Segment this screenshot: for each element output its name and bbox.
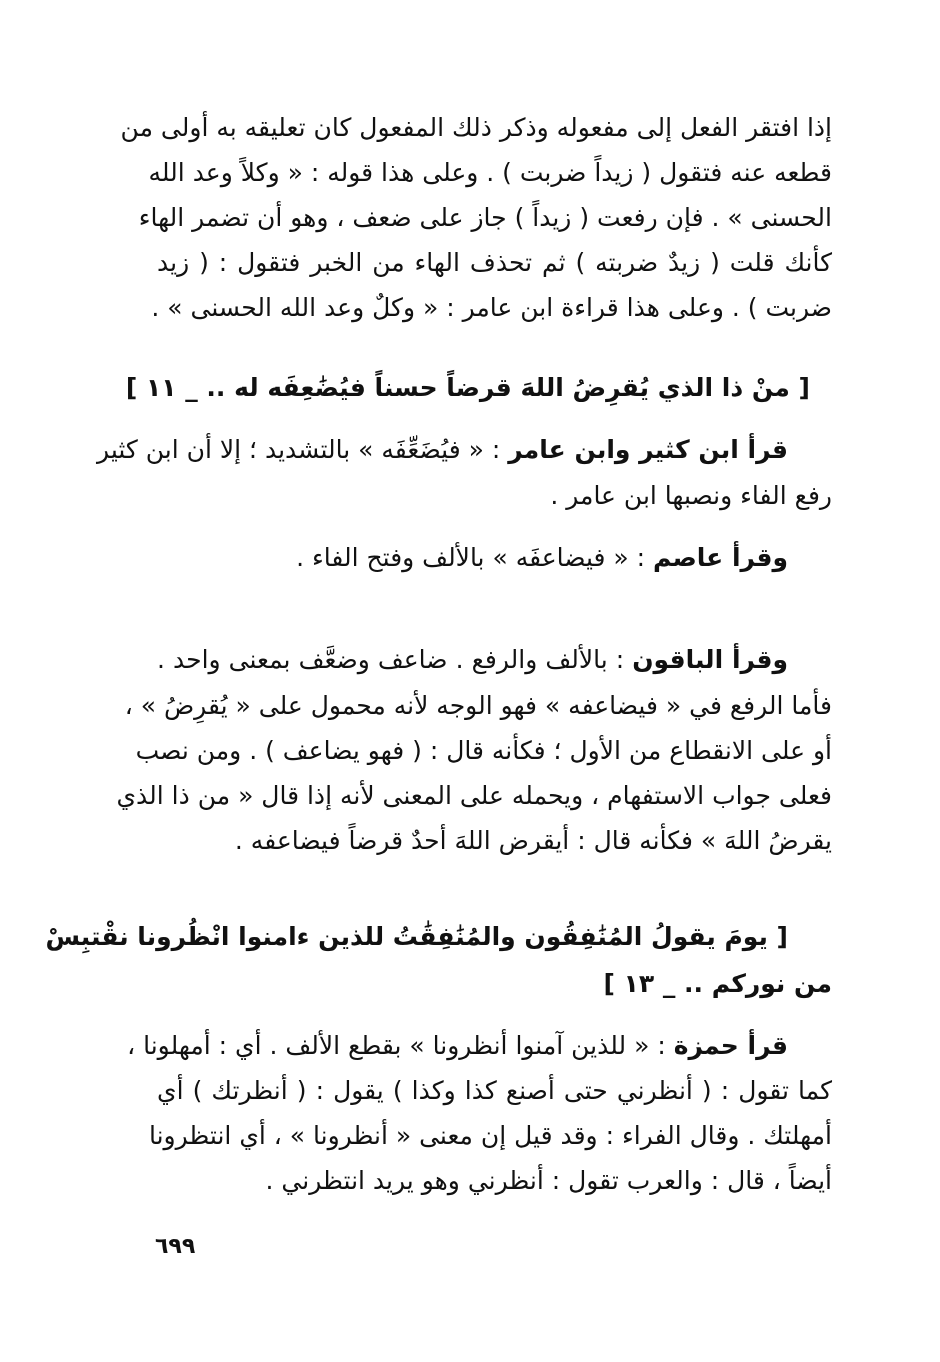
text-line: يقرضُ اللهَ » فكأنه قال : أيقرض اللهَ أحدٌ قرضاً فيضاعفه . xyxy=(234,826,832,855)
text-line: أمهلتك . وقال الفراء : وقد قيل إن معنى « أنظرونا » ، أي انتظرونا xyxy=(148,1121,832,1150)
text-line: كما تقول : ( أنظرني حتى أصنع كذا وكذا ) يقول : ( أنظرتك ) أي xyxy=(157,1076,832,1105)
text-line: قطعه عنه فتقول ( زيداً ضربت ) . وعلى هذا قوله : « وكلاً وعد الله xyxy=(148,158,832,187)
text-line: ضربت ) . وعلى هذا قراءة ابن عامر : « وكلٌ وعد الله الحسنى » . xyxy=(151,293,832,322)
text-line: الحسنى » . فإن رفعت ( زيداً ) جاز على ضعف ، وهو أن تضمر الهاء xyxy=(138,203,832,232)
reading-text: : « فيضاعفَه » بالألف وفتح الفاء . xyxy=(296,543,646,572)
reader-name: قرأ ابن كثير وابن عامر xyxy=(508,435,788,464)
text-line xyxy=(157,638,788,682)
text-line: فعلى جواب الاستفهام ، ويحمله على المعنى لأنه إذا قال « من ذا الذي xyxy=(116,781,832,810)
verse-heading: [ يومَ يقولُ المُنَٰفِقُون والمُنَٰفِقَٰتُ للذين ءامنوا انْظُرونا نقْتبِسْ xyxy=(45,922,788,951)
reading-text: : بالألف والرفع . ضاعف وضعَّف بمعنى واحد . xyxy=(157,645,625,674)
text-line: كأنك قلت ( زيدٌ ضربته ) ثم تحذف الهاء من الخبر فتقول : ( زيد xyxy=(157,248,832,277)
text-line xyxy=(97,428,788,472)
page-number: ٦٩٩ xyxy=(155,1234,196,1259)
reading-text: : « فيُضَعِّفَه » بالتشديد ؛ إلا أن ابن كثير xyxy=(97,435,501,464)
text-line: أيضاً ، قال : والعرب تقول : أنظرني وهو يريد انتظرني . xyxy=(265,1166,832,1195)
text-line: أو على الانقطاع من الأول ؛ فكأنه قال : ( فهو يضاعف ) . ومن نصب xyxy=(135,736,832,765)
text-line: إذا افتقر الفعل إلى مفعوله وذكر ذلك المفعول كان تعليقه به أولى من xyxy=(120,113,832,142)
verse-heading: [ منْ ذا الذي يُقرِضُ اللهَ قرضاً حسناً فيُضَٰعِفَه له .. _ ١١ ] xyxy=(125,373,810,402)
text-line: فأما الرفع في « فيضاعفه » فهو الوجه لأنه محمول على « يُقرِضُ » ، xyxy=(124,691,832,720)
text-line: رفع الفاء ونصبها ابن عامر . xyxy=(550,481,832,510)
reader-name: قرأ حمزة xyxy=(673,1031,788,1060)
text-line xyxy=(157,536,788,580)
verse-heading: من نوركم .. _ ١٣ ] xyxy=(603,969,832,998)
reading-text: : « للذين آمنوا أنظرونا » بقطع الألف . أي : أمهلونا ، xyxy=(127,1031,666,1060)
reader-name: وقرأ الباقون xyxy=(632,645,788,674)
text-line xyxy=(127,1024,788,1068)
reader-name: وقرأ عاصم xyxy=(653,543,788,572)
